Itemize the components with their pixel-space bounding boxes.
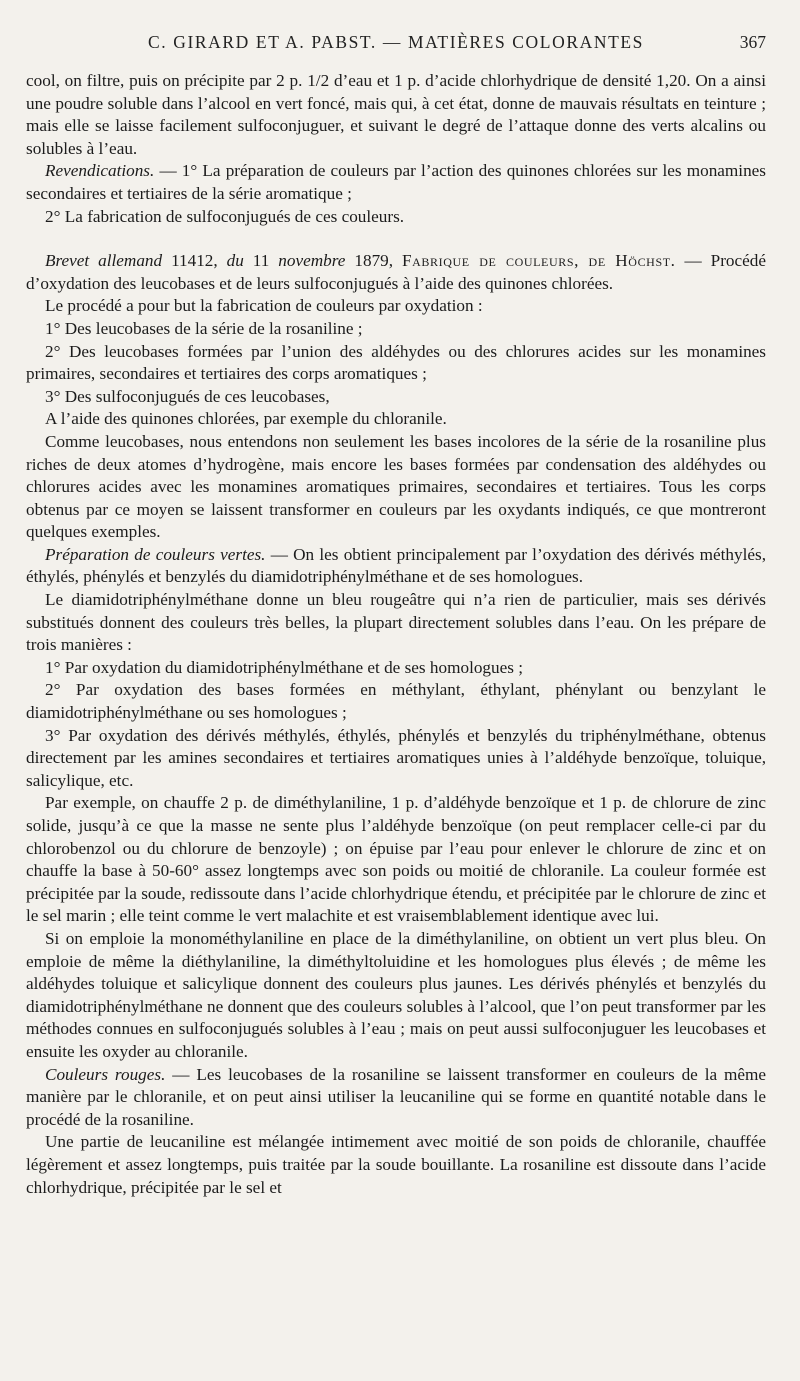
paragraph: 2° La fabrication de sulfoconjugués de ces couleurs.: [45, 206, 405, 226]
paragraph: Comme leucobases, nous entendons non seulement les bases incolores de la série de la rosaniline plus riches de deux atomes d’hydrogène, mais encore les bases formées par condensation des aldéhydes ou chlorures acides avec les monamines aromatiques primaires, secondaires et tertiaires. Tous les corps obtenus par ce moyen se laissent transformer en couleurs par les oxydants indiqués, ce que montreront quelques exemples.: [26, 431, 766, 542]
paragraph: A l’aide des quinones chlorées, par exemple du chloranile.: [45, 409, 447, 429]
paragraph-lead: Couleurs rouges.: [45, 1064, 166, 1084]
paragraph-text: — On les obtient principalement par l’oxydation des dérivés méthylés, éthylés, phénylés et benzylés du diamidotriphénylméthane et de ses homologues.: [26, 544, 767, 587]
page-number: 367: [739, 32, 766, 52]
patent-day: 11: [243, 251, 279, 271]
paragraph: 1° Par oxydation du diamidotriphénylméthane et de ses homologues ;: [45, 657, 524, 677]
paragraph: 3° Des sulfoconjugués de ces leucobases,: [45, 386, 330, 406]
paragraph: 2° Des leucobases formées par l’union des aldéhydes ou des chlorures acides sur les monamines primaires, secondaires et tertiaires des corps aromatiques ;: [26, 341, 766, 384]
paragraph: Par exemple, on chauffe 2 p. de diméthylaniline, 1 p. d’aldéhyde benzoïque et 1 p. de chlorure de zinc solide, jusqu’à ce que la masse ne sente plus l’aldéhyde benzoïque (on peut remplacer celle-ci par du chlorobenzol ou du chlorure de benzoyle) ; on épuise par l’eau pour enlever le chlorure de zinc et on chauffe la base à 50-60° assez longtemps avec son poids ou moitié de chloranile. La couleur formée est précipitée par la soude, redissoute dans l’acide chlorhydrique étendu, et précipitée par le chlorure de zinc et le sel marin ; elle teint comme le vert malachite et est vraisemblablement identique avec lui.: [26, 793, 766, 926]
paragraph: 2° Par oxydation des bases formées en méthylant, éthylant, phénylant ou benzylant le diamidotriphénylméthane ou ses homologues ;: [26, 680, 766, 723]
running-header: [26, 30, 766, 58]
patent-year: 1879,: [345, 251, 402, 271]
paragraph: Le diamidotriphénylméthane donne un bleu rougeâtre qui n’a rien de particulier, mais ses dérivés substitués donnent des couleurs très belles, la plupart directement solubles dans l’eau. On les prépare de trois manières :: [26, 590, 766, 655]
paragraph: [26, 1064, 766, 1132]
body-text: [26, 70, 766, 1199]
paragraph-lead: Préparation de couleurs vertes.: [45, 544, 266, 564]
paragraph: Une partie de leucaniline est mélangée intimement avec moitié de son poids de chloranile, chauffée légèrement et assez longtemps, puis traitée par la soude bouillante. La rosaniline est dissoute dans l’acide chlorhydrique, précipitée par le sel et: [26, 1132, 766, 1197]
patent-du: du: [226, 251, 244, 271]
header-title: C. GIRARD ET A. PABST. — MATIÈRES COLORANTES: [148, 32, 644, 52]
patent-title: — Procédé d’oxydation des leucobases et de leurs sulfoconjugués à l’aide des quinones chlorées.: [26, 251, 766, 293]
paragraph: [26, 544, 766, 589]
paragraph: Si on emploie la monométhylaniline en place de la diméthylaniline, on obtient un vert plus bleu. On emploie de même la diéthylaniline, la diméthyltoluidine et les homologues plus élevés ; de même les aldéhydes toluique et salicylique donnent des couleurs plus jaunes. Les dérivés phénylés et benzylés du diamidotriphénylméthane ne donnent que des couleurs solubles à l’alcool, que l’on peut transformer par les méthodes connues en sulfoconjugués solubles à l’eau ; mais on peut aussi sulfoconjuguer les leucobases et ensuite les oxyder au chloranile.: [26, 928, 766, 1061]
paragraph-text: — 1° La préparation de couleurs par l’action des quinones chlorées sur les monamines secondaires et tertiaires de la série aromatique ;: [26, 161, 766, 203]
patent-month: novembre: [278, 251, 346, 271]
paragraph-lead: Revendications.: [45, 161, 155, 181]
paragraph: 3° Par oxydation des dérivés méthylés, éthylés, phénylés et benzylés du triphénylméthane, obtenus directement par les amines secondaires et tertiaires aromatiques unies à l’aldéhyde benzoïque, toluique, salicylique, etc.: [26, 725, 766, 790]
patent-heading: [26, 250, 766, 295]
paragraph: 1° Des leucobases de la série de la rosaniline ;: [45, 318, 363, 338]
patent-assignee: Fabrique de couleurs, de Höchst.: [402, 251, 676, 271]
paragraph: cool, on filtre, puis on précipite par 2 p. 1/2 d’eau et 1 p. d’acide chlorhydrique de densité 1,20. On a ainsi une poudre soluble dans l’alcool en vert foncé, mais qui, à cet état, donne de mauvais résultats en teinture ; mais elle se laisse facilement sulfoconjuguer, et suivant le degré de l’attaque donne des verts alcalins ou solubles à l’eau.: [26, 71, 766, 158]
paragraph: Le procédé a pour but la fabrication de couleurs par oxydation :: [45, 296, 483, 316]
patent-number: 11412,: [162, 251, 227, 271]
paragraph-text: — Les leucobases de la rosaniline se laissent transformer en couleurs de la même manière par le chloranile, et on peut ainsi utiliser la leucaniline qui se forme en quantité notable dans le procédé de la rosaniline.: [26, 1064, 767, 1129]
patent-lead: Brevet allemand: [45, 251, 163, 271]
paragraph: [26, 160, 766, 205]
